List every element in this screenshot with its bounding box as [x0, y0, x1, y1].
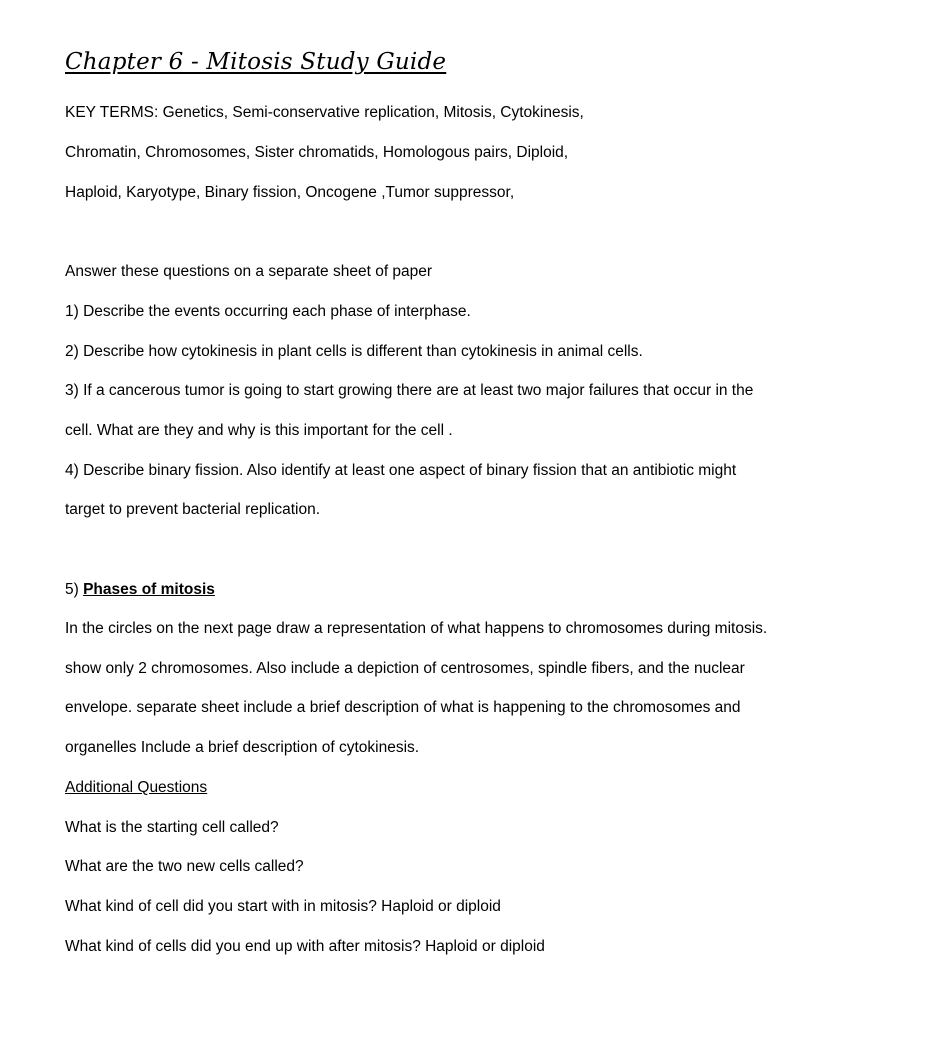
question-2: 2) Describe how cytokinesis in plant cells is different than cytokinesis in animal cells.: [65, 343, 643, 360]
question-4-line-1: 4) Describe binary fission. Also identify at least one aspect of binary fission that an antibiotic might: [65, 462, 737, 479]
key-terms-line-1: KEY TERMS: Genetics, Semi-conservative replication, Mitosis, Cytokinesis,: [65, 104, 584, 121]
additional-question-2: What are the two new cells called?: [65, 858, 304, 875]
additional-question-3: What kind of cell did you start with in mitosis? Haploid or diploid: [65, 898, 501, 915]
phases-heading: Phases of mitosis: [83, 581, 215, 598]
phases-heading-line: [65, 580, 215, 600]
phases-line-1: In the circles on the next page draw a representation of what happens to chromosomes during mitosis.: [65, 620, 768, 637]
additional-question-1: What is the starting cell called?: [65, 819, 279, 836]
additional-question-4: What kind of cells did you end up with after mitosis? Haploid or diploid: [65, 938, 545, 955]
question-3-line-1: 3) If a cancerous tumor is going to start growing there are at least two major failures that occur in the: [65, 382, 754, 399]
phases-line-2: show only 2 chromosomes. Also include a depiction of centrosomes, spindle fibers, and the nuclear: [65, 660, 745, 677]
page-title: Chapter 6 - Mitosis Study Guide: [65, 49, 447, 75]
phases-line-3: envelope. separate sheet include a brief description of what is happening to the chromosomes and: [65, 699, 741, 716]
question-4-line-2: target to prevent bacterial replication.: [65, 501, 321, 518]
question-1: 1) Describe the events occurring each phase of interphase.: [65, 303, 471, 320]
instructions-text: Answer these questions on a separate sheet of paper: [65, 263, 433, 280]
additional-questions-heading: Additional Questions: [65, 779, 208, 796]
key-terms-line-2: Chromatin, Chromosomes, Sister chromatids, Homologous pairs, Diploid,: [65, 144, 569, 161]
key-terms-line-3: Haploid, Karyotype, Binary fission, Oncogene ,Tumor suppressor,: [65, 184, 515, 201]
phases-line-4: organelles Include a brief description of cytokinesis.: [65, 739, 420, 756]
question-3-line-2: cell. What are they and why is this important for the cell .: [65, 422, 453, 439]
phases-number: 5): [65, 581, 84, 598]
